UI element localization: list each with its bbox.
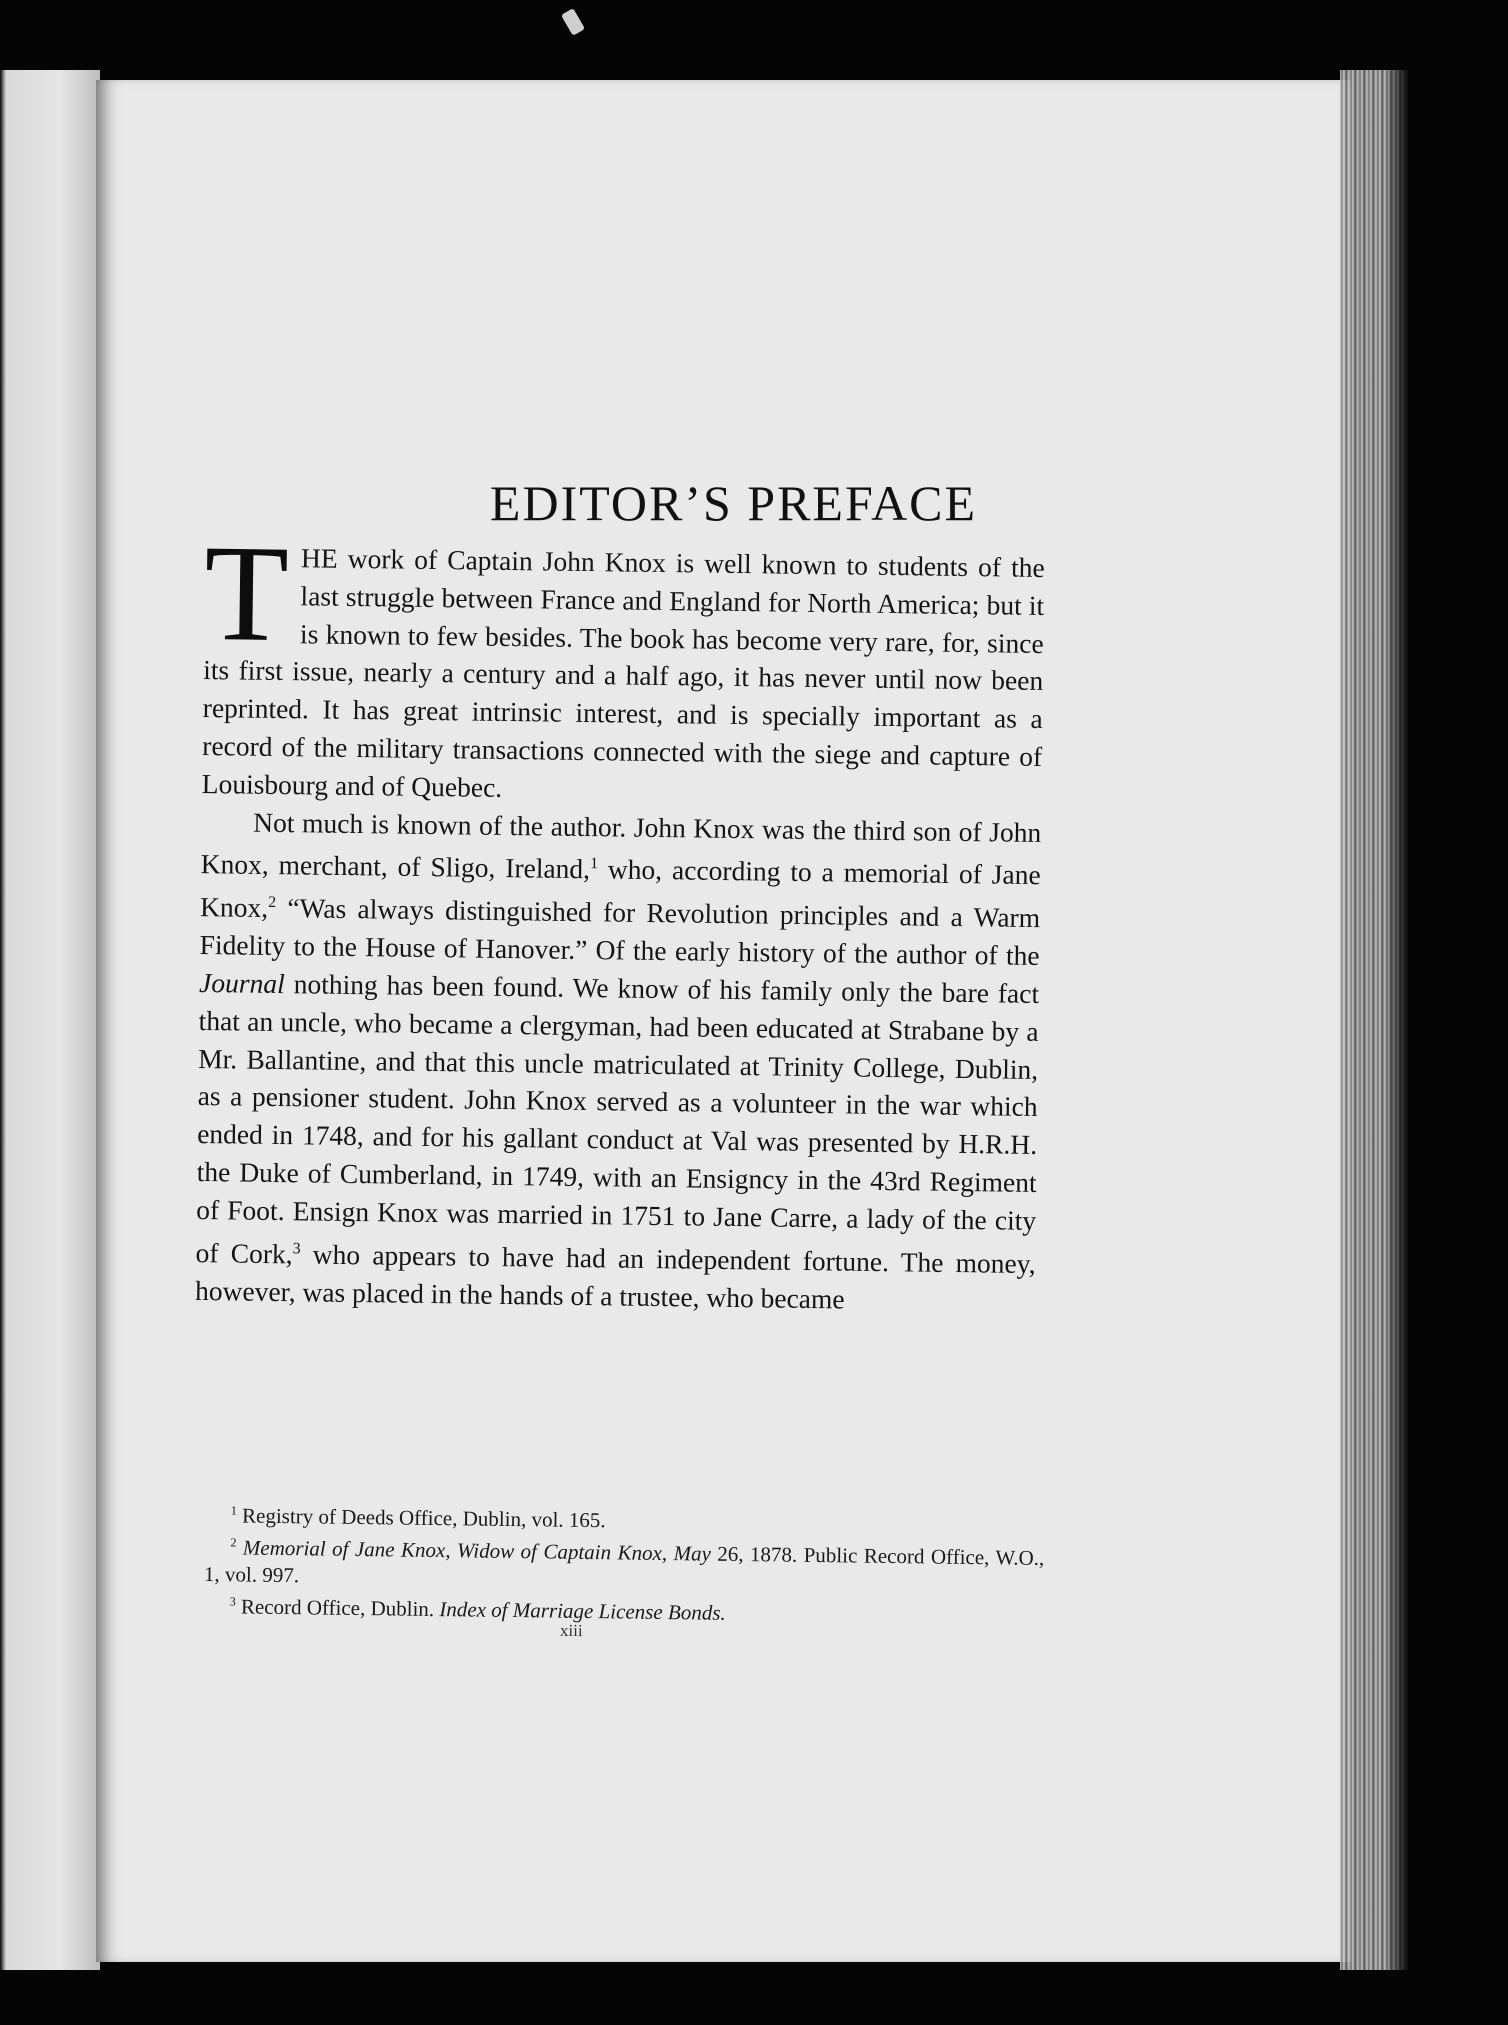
drop-cap: T — [203, 516, 290, 671]
paragraph-2-part-1: Not much is known of the author. John Knox was the third son of John Knox, merchant, of Sligo, Ireland, — [200, 806, 1042, 885]
previous-page-edge — [0, 70, 100, 1970]
footnote-1-number: 1 — [230, 1503, 238, 1518]
footnote-2-italic: Memorial of Jane Knox, Widow of Captain Knox, May — [236, 1535, 712, 1566]
footnote-ref-2: 2 — [268, 894, 277, 912]
footnote-3-number: 3 — [229, 1594, 236, 1609]
journal-title: Journal — [198, 967, 285, 1000]
footnote-ref-1: 1 — [590, 855, 599, 873]
page-number: xiii — [559, 1620, 583, 1641]
body-text — [194, 516, 1045, 1320]
footnote-3-text: Record Office, Dublin. — [235, 1594, 440, 1622]
paragraph-2-part-3: “Was always distinguished for Revolution principles and a Warm Fidelity to the House of Hanover.” Of the early history of the author of the — [199, 892, 1041, 972]
footnote-1-text: Registry of Deeds Office, Dublin, vol. 165. — [236, 1503, 606, 1533]
paragraph-1-text: HE work of Captain John Knox is well known to students of the last struggle between France and England for North America; but it is known to few besides. The book has become very rare, for, since its first issue, nearly a century and a half ago, it has never until now been reprinted. It has great intrinsic interest, and is specially important as a record of the military transactions connected with the siege and capture of Louisbourg and of Quebec. — [201, 542, 1045, 803]
footnotes — [203, 1497, 1045, 1631]
paragraph-1 — [201, 516, 1045, 814]
footnote-ref-3: 3 — [292, 1239, 301, 1257]
page-fore-edge — [1340, 70, 1410, 1970]
footnote-3-italic: Index of Marriage License Bonds. — [439, 1597, 726, 1625]
paragraph-2 — [195, 803, 1042, 1321]
paragraph-2-part-5: who appears to have had an independent fortune. The money, however, was placed in the hands of a trustee, who became — [194, 1238, 1036, 1315]
footnote-2 — [204, 1529, 1045, 1599]
paragraph-2-part-4: nothing has been found. We know of his family only the bare fact that an uncle, who became a clergyman, had been educated at Strabane by a Mr. Ballantine, and that this uncle matriculated at Trinity College, Dublin, as a pensioner student. John Knox served as a volunteer in the war which ended in 1748, and for his gallant conduct at Val was presented by H.R.H. the Duke of Cumberland, in 1749, with an Ensigncy in the 43rd Regiment of Foot. Ensign Knox was married in 1751 to Jane Carre, a lady of the city of Cork, — [195, 968, 1040, 1270]
footnote-2-number: 2 — [230, 1535, 237, 1550]
paragraph-2-part-2: who, according to a memorial of Jane Knox, — [199, 853, 1041, 924]
page-title: EDITOR’S PREFACE — [489, 474, 978, 531]
footnote-2-text: 26, 1878. Public Record Office, W.O., 1, vol. 997. — [203, 1541, 1045, 1588]
